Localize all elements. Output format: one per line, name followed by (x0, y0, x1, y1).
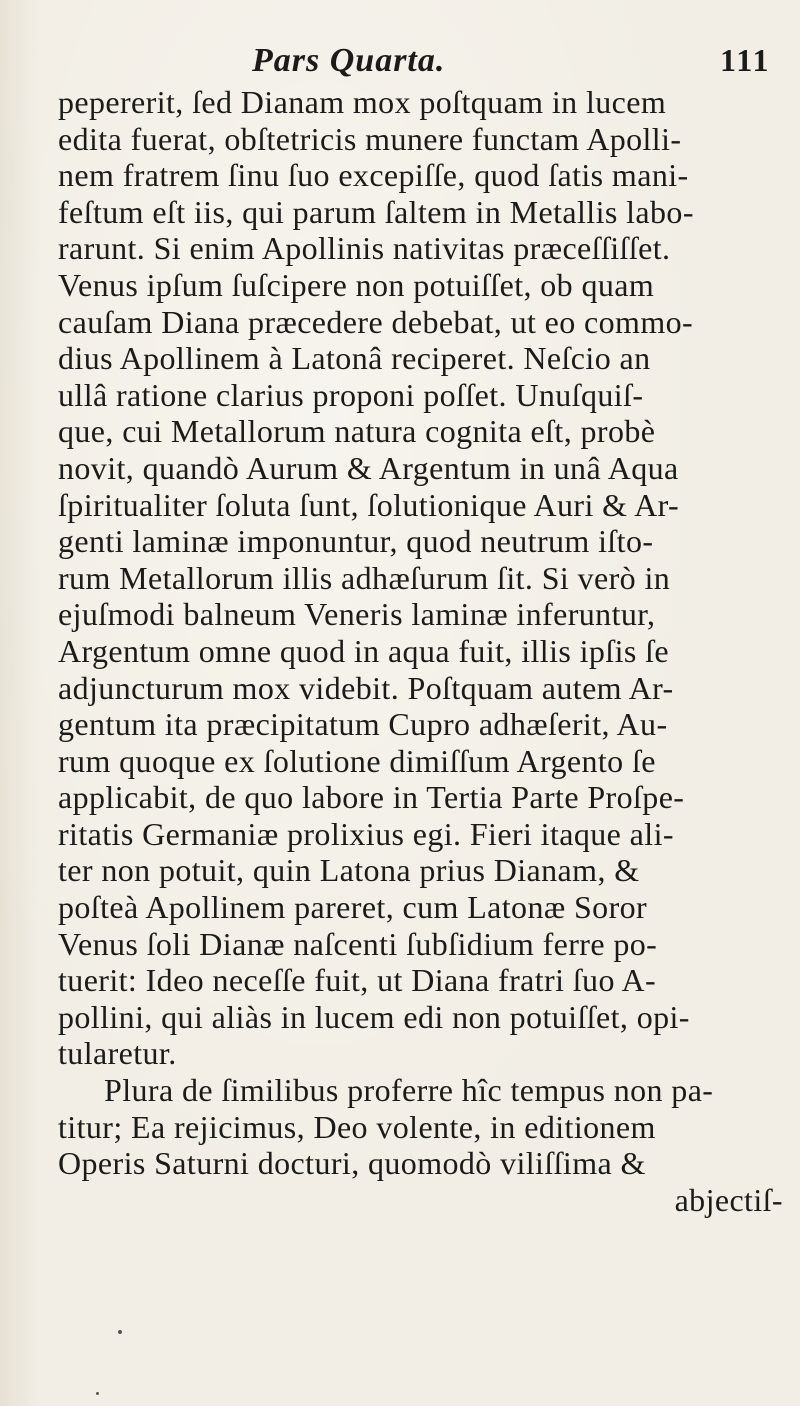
text-line: nem fratrem ſinu ſuo excepiſſe, quod ſatis mani- (58, 157, 689, 194)
text-line: edita fuerat, obſtetricis munere functam Apolli- (58, 120, 682, 157)
text-line: cauſam Diana præcedere debebat, ut eo commo- (58, 303, 694, 340)
text-line: ejuſmodi balneum Veneris laminæ inferuntur, (58, 596, 656, 633)
text-line: Argentum omne quod in aqua fuit, illis ipſis ſe (58, 632, 670, 669)
text-line: tularetur. (58, 1035, 177, 1072)
paragraph-start-line: Plura de ſimilibus proferre hîc tempus non pa- (104, 1072, 714, 1109)
text-line: genti laminæ imponuntur, quod neutrum iſto- (58, 523, 654, 560)
page-number: 111 (720, 42, 771, 78)
text-line: rum quoque ex ſolutione dimiſſum Argento ſe (58, 742, 656, 779)
text-line: tuerit: Ideo neceſſe fuit, ut Diana fratri ſuo A- (58, 962, 657, 999)
text-line: rarunt. Si enim Apollinis nativitas præceſſiſſet. (58, 230, 671, 267)
text-line: ſpiritualiter ſoluta ſunt, ſolutionique Auri & Ar- (58, 486, 680, 523)
text-line: pollini, qui aliàs in lucem edi non potuiſſet, opi- (58, 998, 690, 1035)
text-line: Operis Saturni docturi, quomodò viliſſima & (58, 1145, 646, 1182)
ink-speck (118, 1330, 122, 1334)
body-text (58, 84, 793, 1218)
text-line: que, cui Metallorum natura cognita eſt, probè (58, 413, 656, 450)
text-line: ullâ ratione clarius proponi poſſet. Unuſquiſ- (58, 376, 644, 413)
text-line: pepererit, ſed Dianam mox poſtquam in lucem (58, 84, 667, 120)
text-line: feſtum eſt iis, qui parum ſaltem in Metallis labo- (58, 193, 694, 230)
text-line: rum Metallorum illis adhæſurum ſit. Si verò in (58, 559, 671, 596)
text-line: titur; Ea rejicimus, Deo volente, in editionem (58, 1108, 656, 1145)
text-line: gentum ita præcipitatum Cupro adhæſerit, Au- (58, 706, 668, 743)
text-line: Venus ſoli Dianæ naſcenti ſubſidium ferre po- (58, 925, 658, 962)
text-line: dius Apollinem à Latonâ reciperet. Neſcio an (58, 340, 651, 377)
text-line: adjuncturum mox videbit. Poſtquam autem Ar- (58, 669, 674, 706)
text-line: novit, quandò Aurum & Argentum in unâ Aqua (58, 449, 679, 486)
ink-speck (96, 1392, 99, 1395)
text-line: poſteà Apollinem pareret, cum Latonæ Soror (58, 889, 648, 926)
running-title: Pars Quarta. (252, 42, 446, 79)
text-line: ritatis Germaniæ prolixius egi. Fieri itaque ali- (58, 815, 674, 852)
text-line: ter non potuit, quin Latona prius Dianam, & (58, 852, 640, 889)
text-line: Venus ipſum ſuſcipere non potuiſſet, ob quam (58, 266, 655, 303)
text-line: applicabit, de quo labore in Tertia Parte Proſpe- (58, 779, 685, 816)
catchword: abjectiſ- (674, 1181, 783, 1218)
